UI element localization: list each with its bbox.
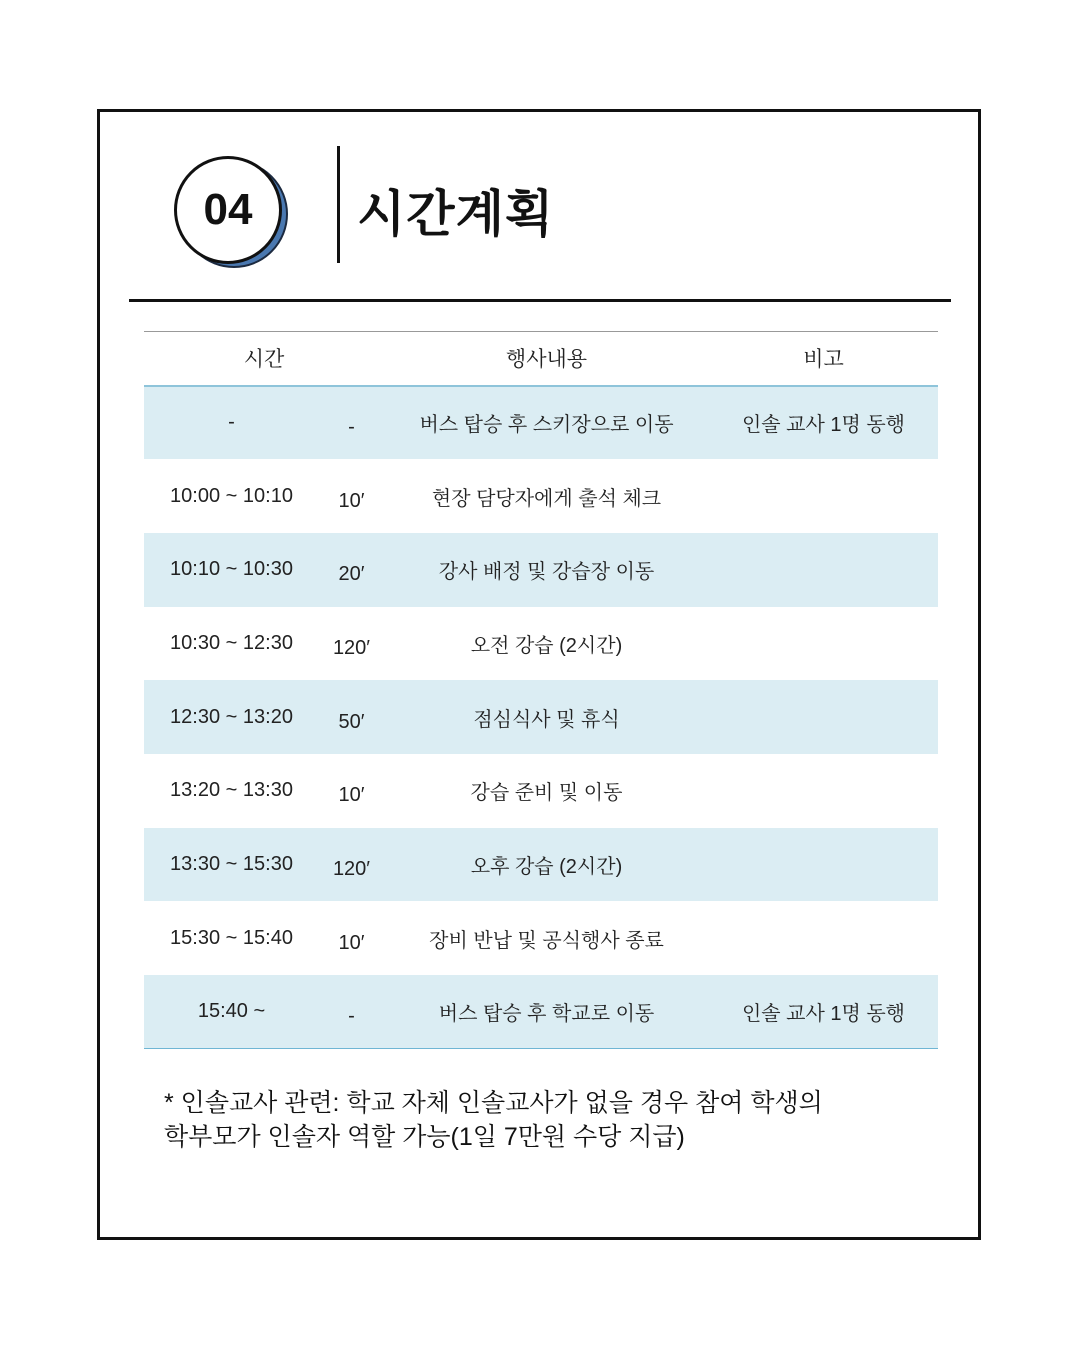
- cell-content: 점심식사 및 휴식: [473, 708, 620, 731]
- page-title: 시간계획: [357, 186, 555, 242]
- footnote: [164, 1086, 823, 1154]
- table-row: [144, 975, 938, 1049]
- table-row: [144, 533, 938, 607]
- section-number-badge: [174, 156, 282, 264]
- cell-time: 13:20 ~ 13:30: [170, 779, 293, 802]
- cell-time: 12:30 ~ 13:20: [170, 705, 293, 728]
- cell-note: [709, 828, 938, 902]
- cell-content: 장비 반납 및 공식행사 종료: [429, 929, 664, 952]
- cell-time: 13:30 ~ 15:30: [170, 852, 293, 875]
- cell-duration: -: [348, 1005, 355, 1028]
- cell-note: [709, 680, 938, 754]
- cell-duration: 10′: [338, 931, 365, 954]
- cell-note: 인솔 교사 1명 동행: [741, 1003, 906, 1026]
- cell-content: 오전 강습 (2시간): [470, 634, 623, 657]
- header-content: 행사내용: [505, 348, 588, 372]
- cell-duration: 120′: [332, 636, 371, 659]
- header-note: 비고: [803, 348, 844, 372]
- cell-duration: 20′: [338, 563, 365, 586]
- cell-note: [709, 607, 938, 681]
- cell-duration: 120′: [332, 857, 371, 880]
- cell-note: [709, 754, 938, 828]
- table-row: [144, 828, 938, 902]
- section-number: 04: [174, 156, 282, 264]
- table-row: [144, 386, 938, 460]
- cell-content: 오후 강습 (2시간): [470, 855, 623, 878]
- cell-content: 강사 배정 및 강습장 이동: [438, 561, 655, 584]
- cell-content: 버스 탑승 후 스키장으로 이동: [419, 414, 674, 437]
- cell-duration: 50′: [338, 710, 365, 733]
- table-row: [144, 680, 938, 754]
- schedule-table: [144, 331, 938, 1049]
- cell-time: 10:30 ~ 12:30: [170, 631, 293, 654]
- cell-note: [709, 459, 938, 533]
- cell-time: 15:40 ~: [197, 1000, 266, 1023]
- header-rule: [129, 299, 951, 302]
- cell-time: 10:10 ~ 10:30: [170, 558, 293, 581]
- cell-note: [709, 533, 938, 607]
- cell-content: 버스 탑승 후 학교로 이동: [438, 1003, 655, 1026]
- footnote-line-2: 학부모가 인솔자 역할 가능(1일 7만원 수당 지급): [164, 1123, 685, 1151]
- cell-content: 강습 준비 및 이동: [470, 782, 623, 805]
- cell-time: -: [228, 411, 235, 434]
- title-divider: [337, 146, 340, 263]
- cell-duration: -: [348, 416, 355, 439]
- header-time: 시간: [243, 348, 285, 372]
- table-row: [144, 607, 938, 681]
- cell-content: 현장 담당자에게 출석 체크: [431, 487, 662, 510]
- cell-note: 인솔 교사 1명 동행: [741, 414, 906, 437]
- table-row: [144, 459, 938, 533]
- table-row: [144, 754, 938, 828]
- cell-time: 15:30 ~ 15:40: [170, 926, 293, 949]
- cell-duration: 10′: [338, 784, 365, 807]
- footnote-line-1: * 인솔교사 관련: 학교 자체 인솔교사가 없을 경우 참여 학생의: [164, 1089, 823, 1117]
- cell-time: 10:00 ~ 10:10: [170, 484, 293, 507]
- cell-note: [709, 901, 938, 975]
- table-header-row: [144, 332, 938, 386]
- cell-duration: 10′: [338, 489, 365, 512]
- table-row: [144, 901, 938, 975]
